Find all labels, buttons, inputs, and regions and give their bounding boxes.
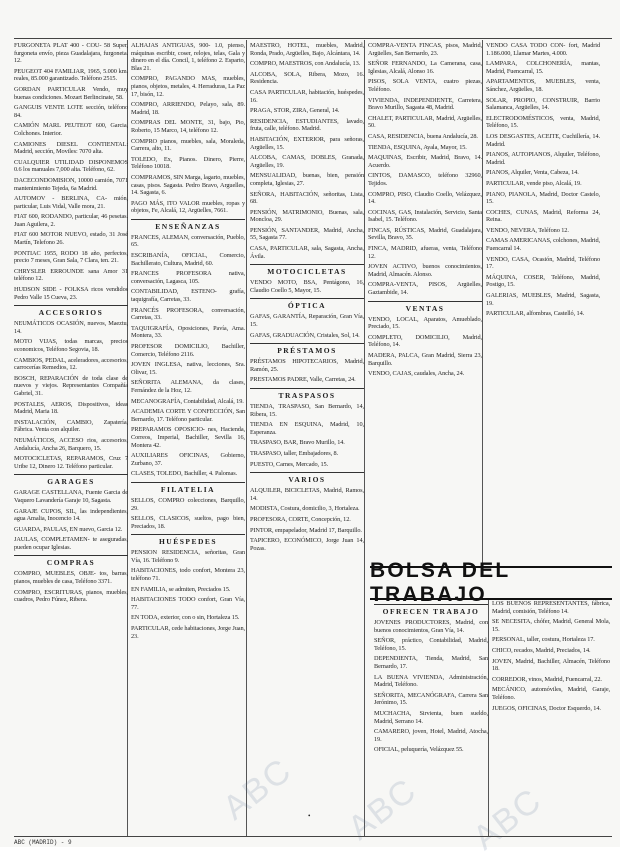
- classified-ad: COMPRO, PAGANDO MAS, muebles, pianos, objetos, metales, 4. Herraduras, La Paz 17, bisón, 12.: [131, 75, 245, 98]
- classified-column-bolsa-1: [374, 600, 488, 837]
- classified-ad: VENDO CASA TODO CON- fort, Madrid 1.186.000, Llamar Martes, 4.000.: [486, 42, 600, 57]
- classified-ad: TAPICERO, ECONÓMICO, Jorge Juan 14, Pozas.: [250, 537, 364, 552]
- classified-ad: TIENDA EN ESQUINA, Madrid, 10, Esperanza.: [250, 421, 364, 436]
- classified-ad: MOTO VIJAS, todas marcas, precios economicos, Teléfono Segovia, 18.: [14, 338, 128, 353]
- classified-ad: PUESTO, Carnes, Mercado, 15.: [250, 460, 329, 468]
- section-heading: ENSEÑANZAS: [131, 219, 245, 231]
- watermark: ABC: [216, 750, 300, 828]
- classified-ad: CASA PARTICULAR, habitación, huéspedes, 16.: [250, 88, 364, 104]
- classified-ad: COMPRO, ESCRITURAS, pianos, muebles, cuadros, Pedro Fúnez, Ribera.: [14, 588, 128, 604]
- classified-ad: MOTOCICLETAS, REPARAMOS, Cruz 7 Uribe 12, Dinero 12. Teléfono particular.: [14, 455, 128, 470]
- footer-text: ABC (MADRID) - 9: [14, 839, 72, 846]
- section-heading: MOTOCICLETAS: [250, 264, 364, 276]
- classified-ad: INSTALACIÓN, CAMBIO, Zapatería, Fábrica. Venta con alquiler.: [14, 418, 128, 434]
- classified-ad: PINTOR, empapelador, Madrid 17, Barquillo.: [250, 526, 362, 534]
- section-heading: OFRECEN TRABAJO: [374, 604, 488, 616]
- classified-ad: CASA, PARTICULAR, sala, Sagasta, Ancha, Ávila.: [250, 245, 364, 260]
- section-heading: VENTAS: [368, 301, 482, 313]
- classified-ad: PIANOS, Alquiler, Venta, Cabeza, 14.: [486, 169, 579, 177]
- classified-ad: PIANOS, AUTOPIANOS, Alquiler, Teléfono, Madrid.: [486, 151, 600, 166]
- classified-ad: PROFESOR DOMICILIO, Bachiller, Comercio, Teléfono 2116.: [131, 343, 245, 358]
- classified-ad: CAMBIOS, PEDAL, aceleradores, accesorios, carrocerías Remedios, 12.: [14, 356, 128, 372]
- classified-ad: CONTABILIDAD, ESTENO- grafía, taquigrafía, Carretas, 33.: [131, 288, 245, 304]
- classified-ad: MAESTRO, HOTEL, muebles, Madrid, Ronda, Prado, Argüelles, Bajo, Alcántara, 14.: [250, 42, 364, 57]
- classified-ad: FRANCÉS PROFESORA, conversación, Carretas, 33.: [131, 306, 245, 322]
- classified-ad: VIVIENDA, INDEPENDIENTE, Carretera, Bravo Murillo, Sagasta 48, Madrid.: [368, 96, 482, 112]
- classified-ad: MECANOGRAFÍA, Contabilidad, Alcalá, 19.: [131, 397, 244, 405]
- classified-ad: NEUMÁTICOS, ACCESO rios, accesorios, Andalucía, Ancha 26, Barquero, 15.: [14, 436, 128, 452]
- classified-ad: GARAGE CASTELLANA, Fuente Garcia de Vaquero Lavandería Garaje 10, Sagasta.: [14, 489, 128, 504]
- classified-ad: OFICIAL, peluquería, Velázquez 55.: [374, 746, 464, 754]
- classified-ad: LAMPARA, COLCHONERÍA, mantas, Madrid, Fuencarral, 15.: [486, 60, 600, 75]
- section-heading: TRASPASOS: [250, 388, 364, 400]
- section-heading: PRÉSTAMOS: [250, 343, 364, 355]
- classified-ad: SEÑOR, práctico, Contabilidad, Madrid, Teléfono, 15.: [374, 637, 488, 652]
- classified-ad: PAGO MÁS, ITO VALOR muebles, ropas y objetos, Fe, Alcalá, 12, Argüelles, 7661.: [131, 199, 245, 215]
- classified-ad: PENSIÓN, SANTANDER, Madrid, Ancha, 55, Sagasta 77.: [250, 226, 364, 242]
- classified-ad: ACADEMIA CORTE Y CONFECCIÓN, San Bernardo, 17. Teléfono particular.: [131, 408, 245, 423]
- classified-ad: COCINAS, GAS, Instalación, Servicio, Santa Isabel, 15. Teléfono.: [368, 208, 482, 224]
- classified-ad: MODISTA, Costura, domicilio, 3, Hortaleza.: [250, 505, 360, 513]
- classified-ad: SE NECESITA, chófer, Madrid, General Mola, 15.: [492, 618, 610, 633]
- classified-ad: FURGONETA PLAT 400 - COU- 58 Super, furgoneta envío, pieza Guadalajara, furgoneta. 12.: [14, 42, 128, 65]
- classified-ad: NEUMÁTICOS OCASIÓN, nuevos, Maeztu, 14.: [14, 320, 128, 335]
- classified-ad: CINTOS, DAMASCO, teléfono 32960, Tejidos.: [368, 172, 482, 187]
- classified-ad: CHICO, recados, Madrid, Preciados, 14.: [492, 646, 591, 654]
- classified-ad: ELECTRODOMÉSTICOS, venta, Madrid, Teléfono, 15.: [486, 114, 600, 130]
- classified-ad: PONTIAC 1955, RODO 18 año, perfectos, precio 7 meses, Gran Sala, 7 Clara, ten. 21.: [14, 249, 128, 265]
- classified-ad: GUARDA, PAULAS, EN nuevo, Garcia 12.: [14, 525, 123, 533]
- classified-ad: GAFAS, GARANTÍA, Reparación, Gran Vía, 15.: [250, 313, 364, 329]
- classified-ad: PERSONAL, taller, costura, Hortaleza 17.: [492, 636, 595, 644]
- classified-ad: PISOS, SOLA VENTA, cuatro piezas, Teléfono.: [368, 78, 482, 93]
- classified-ad: VENDO, CAJAS, caudales, Ancha, 24.: [368, 370, 465, 378]
- column-divider: [246, 40, 247, 837]
- classified-ad: HABITACIONES, todo confort, Montera 23, teléfono 71.: [131, 567, 245, 583]
- classified-ad: COCHES, CUNAS, Madrid, Reforma 24, Reina.: [486, 208, 600, 224]
- classified-ad: MECÁNICO, automóviles, Madrid, Garaje, Teléfono.: [492, 686, 610, 701]
- classified-ad: AUTOMOV - BERLINA, CA- mión, particular, Luis Vidal, Valle mora, 21.: [14, 195, 128, 210]
- classified-ad: CAMAS AMERICANAS, colchones, Madrid, Fuencarral 14.: [486, 237, 600, 253]
- classified-ad: MAQUINAS, Escribir, Madrid, Bravo, 14. Acuerdo.: [368, 154, 482, 169]
- classified-ad: GANGUIS VENTE LOTE sección, teléfono 84.: [14, 104, 128, 119]
- classified-ad: TIENDA, TRASPASO, San Bernardo, 14, Ribera, 15.: [250, 403, 364, 418]
- classified-ad: MADERA, PALCA, Gran Madrid, Sierra 23, Barquillo.: [368, 352, 482, 367]
- classified-ad: COMPRO, ARRIENDO, Pelayo, sala, 89. Madrid, 18.: [131, 101, 245, 116]
- section-heading: HUÉSPEDES: [131, 534, 245, 546]
- section-heading: VARIOS: [250, 472, 364, 484]
- classified-ad: MUCHACHA, Sirvienta, buen sueldo, Madrid, Serrano 14.: [374, 709, 488, 725]
- classified-ad: TIENDA, ESQUINA, Ayala, Mayor, 15.: [368, 143, 467, 151]
- section-heading: COMPRAS: [14, 555, 128, 567]
- classified-ad: VENDO, LOCAL, Aparatos, Amueblado, Preciado, 15.: [368, 315, 482, 331]
- classified-ad: PIANO, PIANOLA, Madrid, Doctor Castelo, 15.: [486, 190, 600, 206]
- classified-ad: PREPARAMOS OPOSICIO- nes, Hacienda, Correos, Imperial, Bachiller, Sevilla 16, Montera 42.: [131, 426, 245, 449]
- classified-ad: JOVEN ACTIVO, buenos conocimientos, Madrid, Almacén. Alonso.: [368, 263, 482, 278]
- classified-ad: CAMIÓN MARL PEUTEOT 600, Garcia, Colchones. Interior.: [14, 122, 128, 137]
- classified-ad: MENSUALIDAD, buenas, bien, pensión completa, Iglesias, 27.: [250, 172, 364, 187]
- classified-ad: COMPRAS DEL MONTE, 31, bajo, Pio, Roberto, 15 Marco, 14, teléfono 12.: [131, 119, 245, 134]
- classified-ad: TRASPASO, taller, Embajadores, 8.: [250, 449, 339, 457]
- classified-ad: HUDSON SIDE - FOLKSA ricos vendidos Pedro Valle 15 Cueva, 23.: [14, 286, 128, 301]
- classified-ad: JOVEN INGLESA, nativa, lecciones, Sra. Olivar, 15.: [131, 361, 245, 376]
- classified-ad: LA BUENA VIVIENDA, Administración, Madrid, Teléfono.: [374, 673, 488, 689]
- classified-ad: DACECONDOMISION, 10000 camión, 7071 mantenimiento Tejeda, 6a Madrid.: [14, 176, 128, 192]
- classified-ad: JAULAS, COMPLETAMEN- te aseguradas, pueden ocupar Iglesias.: [14, 536, 128, 551]
- column-divider: [364, 40, 365, 837]
- classified-ad: SEÑORITA ALEMANA, da clases, Fernández de la Hoz, 12.: [131, 379, 245, 394]
- classified-ad: TAQUIGRAFÍA, Oposiciones, Pavía, Ama. Montera, 33.: [131, 324, 245, 340]
- classified-column-1: [14, 42, 128, 837]
- classified-ad: SELLOS, CLASICOS, sueltos, pago bien, Preciados, 18.: [131, 515, 245, 530]
- classified-ad: PEUGEOT 404 FAMILIAR, 1965, 5.000 km. reales, 85.000 garantizado. Teléfono 2515.: [14, 67, 128, 83]
- classified-ad: CHRYSLER ERROUNDE sana Amor 31 teléfono 12.: [14, 267, 128, 283]
- classified-ad: CAMIONES DIESEL CONTIENTAL: Madrid, sección, Moviles: 7070 alta.: [14, 140, 128, 156]
- classified-ad: APARTAMENTOS, MUEBLES, venta, Sánchez, Argüelles, 18.: [486, 78, 600, 93]
- bolsa-title: BOLSA DEL TRABAJO: [370, 559, 510, 606]
- classified-ad: PENSIÓN, MATRIMONIO, Buenas, sala, Moncloa, 29.: [250, 208, 364, 224]
- classified-ad: VENDO, CASA, Ocasión, Madrid, Teléfono 17.: [486, 255, 600, 271]
- top-rule: [14, 38, 612, 39]
- classified-ad: EN FAMILIA, se admiten, Preciados 15.: [131, 585, 231, 593]
- classified-ad: SEÑORA, HABITACIÓN, señoritas, Lista, 68.: [250, 190, 364, 206]
- section-heading: FILATELIA: [131, 482, 245, 494]
- classified-ad: TOLEDO, Ex, Pianos. Dinero, Pierre, Teléfono 10018.: [131, 155, 245, 171]
- classified-ad: ESCRIBANÍA, OFICIAL, Comercio, Bachillerato, Cultura, Madrid, 60.: [131, 252, 245, 267]
- classified-ad: FINCAS, RÚSTICAS, Madrid, Guadalajara, Sevilla, Bravo, 35.: [368, 226, 482, 242]
- classified-ad: JOVEN, Madrid, Bachiller, Almacén, Teléfono 18.: [492, 657, 610, 673]
- classified-ad: MÁQUINA, COSER, Teléfono, Madrid, Postigo, 15.: [486, 273, 600, 289]
- classified-ad: COMPRA-VENTA, PISOS, Argüelles, Gaztambide, 14.: [368, 281, 482, 297]
- classified-ad: COMPRO, MUEBLES, OBJE- tos, barras, pianos, muebles de casa, Teléfono 3371.: [14, 570, 128, 586]
- classified-column-2: [131, 42, 245, 837]
- classified-ad: ALQUILER, BICICLETAS, Madrid, Ramos, 14.: [250, 487, 364, 502]
- classified-ad: SEÑORITA, MECANÓGRAFA, Carrera San Jerónimo, 15.: [374, 691, 488, 707]
- classified-column-5: [486, 42, 600, 530]
- classified-ad: VENDO, NEVERA, Teléfono 12.: [486, 226, 569, 234]
- watermark: ABC: [466, 780, 550, 858]
- classified-ad: FRANCES, ALEMAN, conversación, Pueblo, 65.: [131, 233, 245, 249]
- classified-ad: ALCOBA, SOLA, Ribera, Mozo, 16. Residencia.: [250, 70, 364, 86]
- classified-ad: CASA, RESIDENCIA, buena Andalucía, 28.: [368, 132, 478, 140]
- classified-ad: POSTALES, AEROS, Dispositivos, ideas Madrid, Maria 18.: [14, 400, 128, 416]
- classified-ad: ALCOBA, CAMAS, DOBLES, Granada, Argüelles, 19.: [250, 154, 364, 169]
- classified-ad: CUALQUIER UTILIDAD DISPONEMOS 0.6 los manuales 7,000 alta. Teléfono, 62.: [14, 158, 128, 174]
- classified-ad: CORREDOR, vinos, Madrid, Fuencarral, 22.: [492, 675, 602, 683]
- classified-ad: PARTICULAR, vende piso, Alcalá, 19.: [486, 179, 582, 187]
- classified-column-3: [250, 42, 364, 837]
- classified-ad: DEPENDIENTA, Tienda, Madrid, San Bernardo, 17.: [374, 655, 488, 670]
- bolsa-del-trabajo-banner: [370, 559, 612, 606]
- classified-ad: COMPLETO, DOMICILIO, Madrid, Teléfono, 14.: [368, 333, 482, 349]
- classified-ad: EN TODA, exterior, con o sin, Hortaleza 15.: [131, 614, 240, 622]
- column-divider: [482, 40, 483, 564]
- classified-ad: LOS BUENOS REPRESENTANTES, fábrica, Madrid, comisión, Teléfono 14.: [492, 600, 610, 615]
- classified-ad: AUXILIARES OFICINAS, Gobierno, Zurbano, 37.: [131, 452, 245, 467]
- classified-ad: PARTICULAR, cede habitaciones, Jorge Juan, 23.: [131, 625, 245, 640]
- classified-column-bolsa-2: [492, 600, 610, 837]
- classified-ad: FINCA, MADRID, afueras, venta, Teléfono 12.: [368, 245, 482, 260]
- classified-ad: PRAGA, STOR, ZIRA, General, 14.: [250, 107, 340, 115]
- classified-ad: TRASPASO, BAR, Bravo Murillo, 14.: [250, 439, 345, 447]
- classified-ad: PRESTAMOS PADRE, Valle, Carretas, 24.: [250, 376, 356, 384]
- classified-ad: GARAJE CUPOS, SIL, las independientes, agua Amalia, Inocencio 14.: [14, 507, 128, 523]
- classified-ad: SOLAR, PROPIO, CONSTRUIR, Barrio Salamanca, Argüelles, 14.: [486, 96, 600, 112]
- section-heading: ÓPTICA: [250, 298, 364, 310]
- watermark: ABC: [341, 770, 425, 848]
- classified-ad: COMPRO pianos, muebles, sala, Moraleda, Carrera, alto, 11.: [131, 137, 245, 153]
- column-divider: [488, 600, 489, 837]
- classified-ad: PARTICULAR, alfombras, Castelló, 14.: [486, 310, 585, 318]
- classified-ad: PROFESORA, CORTE, Concepción, 12.: [250, 515, 351, 523]
- classified-ad: VENDO MOTO, BSA, Pentágono, 16, Claudio Coello 5, Mayor, 15.: [250, 279, 364, 294]
- classified-ad: GAFAS, GRADUACIÓN, Cristales, Sol, 14.: [250, 331, 360, 339]
- classified-ad: GORDAN PARTICULAR Vendo, muy buenas condiciones. Mozart Berlincinate, 58.: [14, 85, 128, 101]
- classified-ad: COMPRA-VENTA FINCAS, pisos, Madrid, Argüelles, San Bernardo, 23.: [368, 42, 482, 57]
- classified-ad: FIAT 600 MOTOR NUEVO, estado, 31 José Martín, Telefono 26.: [14, 231, 128, 247]
- section-heading: GARAGES: [14, 474, 128, 486]
- classified-ad: HABITACIONES TODO confort, Gran Vía, 77.: [131, 596, 245, 611]
- classified-ad: HABITACIÓN, EXTERIOR, para señoras, Argüelles, 15.: [250, 135, 364, 151]
- classified-ad: COMPRO, PISO, Claudio Coello, Velázquez, 14.: [368, 190, 482, 206]
- classified-ad: ALHAJAS ANTIGUAS, 900- 1.0, pienso, máquinas escribir, coser, relojes, telas, Gala y dinero en el día. Concil, 1, teléfono 2. Esparto, Blas 21.: [131, 42, 245, 72]
- classified-ad: PRÉSTAMOS HIPOTECARIOS, Madrid, Ramón, 25.: [250, 358, 364, 373]
- classified-ad: SELLOS, COMPRO colecciones, Barquillo, 29.: [131, 496, 245, 512]
- classified-ad: CAMARERO, joven, Hotel, Madrid, Atocha, 19.: [374, 728, 488, 743]
- page-marker: •: [308, 812, 311, 820]
- classified-ad: COMPRO, MAESTROS, con Andalucía, 13.: [250, 60, 361, 68]
- classified-ad: COMPRAMOS, SIN Marga, lagarto, muebles, casas, pisos. Sagasta. Pedro Bravo, Arguelles, 14. Sagasta, 6.: [131, 173, 245, 197]
- classified-ad: SEÑOR FERNANDO, La Camerana, casa, Iglesias, Alcalá, Alonso 16.: [368, 60, 482, 75]
- classified-ad: FRANCES PROFESORA nativa, conversación, Lagasca, 105.: [131, 270, 245, 285]
- classified-ad: PENSION RESIDENCIA, señoritas, Gran Vía, 16. Teléfono 9.: [131, 549, 245, 564]
- classified-ad: BOSCH, REPARACIÓN de toda clase de nuevos y viejos. Representantes Compañía Gabriel, 31.: [14, 374, 128, 397]
- classified-ad: FIAT 600, RODANDO, particular, 46 pesetas. Juan Aguilera, 2.: [14, 213, 128, 228]
- bottom-rule: [14, 836, 612, 837]
- classified-ad: CHALET, PARTICULAR, Madrid, Argüelles, 50.: [368, 114, 482, 130]
- classified-ad: JUEGOS, OFICINAS, Doctor Esquerdo, 14.: [492, 704, 601, 712]
- section-heading: ACCESORIOS: [14, 305, 128, 317]
- classified-ad: JOVENES PRODUCTORES, Madrid, con buenos conocimientos, Gran Vía, 14.: [374, 619, 488, 634]
- classified-ad: GALERIAS, MUEBLES, Madrid, Sagasta, 19.: [486, 292, 600, 307]
- classified-column-4: [368, 42, 482, 530]
- classified-ad: CLASES, TOLEDO, Bachiller, 4. Palomas.: [131, 470, 238, 478]
- classified-ad: RESIDENCIA, ESTUDIANTES, lavado, fruta, calle, teléfono. Madrid.: [250, 117, 364, 133]
- classified-ad: LOS DESGASTES, ACEITE, Cuchillería, 14. Madrid.: [486, 132, 600, 148]
